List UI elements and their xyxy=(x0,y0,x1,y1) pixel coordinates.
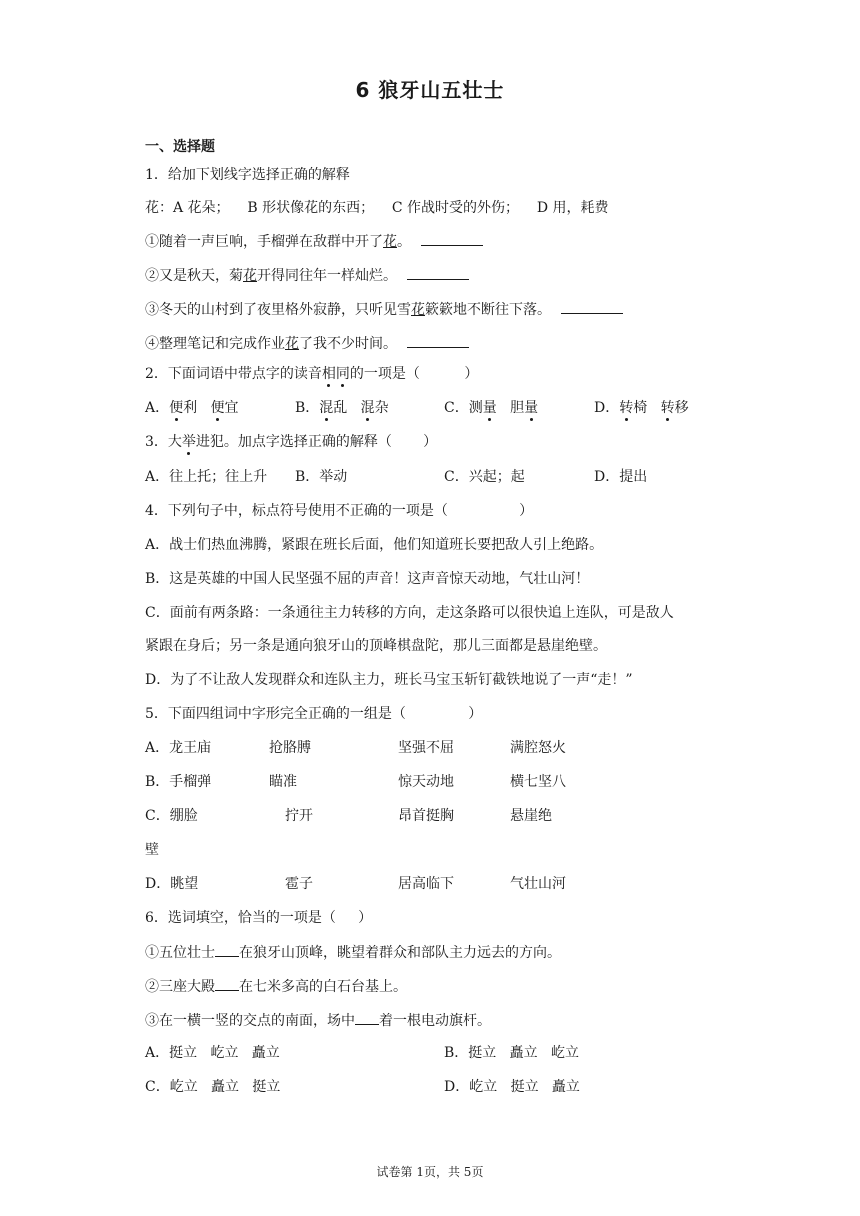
question-1-sentence-2: ②又是秋天，菊花开得同往年一样灿烂。 xyxy=(145,265,469,286)
option-c-continued: 壁 xyxy=(145,842,159,858)
page-footer: 试卷第 1页，共 5页 xyxy=(376,1165,484,1179)
option-d[interactable]: D．为了不让敌人发现群众和连队主力，班长马宝玉斩钉截铁地说了一声“走！” xyxy=(145,672,633,688)
option-b[interactable]: B．混乱 混杂 xyxy=(295,400,389,416)
question-4-stem: 4．下列句子中，标点符号使用不正确的一项是（ ） xyxy=(145,503,534,519)
option-c[interactable]: C．绷脸 拧开 昂首挺胸 悬崖绝 xyxy=(145,808,552,824)
question-5-stem: 5．下面四组词中字形完全正确的一组是（ ） xyxy=(145,706,483,722)
option-b[interactable]: B．手榴弹 瞄准 惊天动地 横七坚八 xyxy=(145,774,566,790)
page-title: 6 狼牙山五壮士 xyxy=(355,78,505,102)
option-a[interactable]: A．挺立 屹立 矗立 xyxy=(145,1045,280,1061)
option-c-continued: 紧跟在身后；另一条是通向狼牙山的顶峰棋盘陀，那儿三面都是悬崖绝壁。 xyxy=(145,638,607,654)
question-1-sentence-1: ①随着一声巨响，手榴弹在敌群中开了花。 xyxy=(145,231,483,252)
option-c[interactable]: C．屹立 矗立 挺立 xyxy=(145,1079,281,1095)
option-c[interactable]: C．兴起；起 xyxy=(444,469,525,485)
answer-blank[interactable] xyxy=(407,265,469,280)
question-1-stem: 1．给加下划线字选择正确的解释 xyxy=(145,167,350,183)
question-6-sentence-3: ③在一横一竖的交点的南面，场中 着一根电动旗杆。 xyxy=(145,1010,491,1031)
option-a[interactable]: A．便利 便宜 xyxy=(145,400,239,416)
option-b[interactable]: B．举动 xyxy=(295,469,348,485)
question-2-stem: 2．下面词语中带点字的读音相同的一项是（ ） xyxy=(145,366,479,382)
option-a[interactable]: A．战士们热血沸腾，紧跟在班长后面，他们知道班长要把敌人引上绝路。 xyxy=(145,537,604,553)
question-3-stem: 3．大举进犯。加点字选择正确的解释（ ） xyxy=(145,434,438,450)
option-b[interactable]: B．这是英雄的中国人民坚强不屈的声音！这声音惊天动地，气壮山河！ xyxy=(145,571,590,587)
section-heading: 一、选择题 xyxy=(145,139,215,155)
question-6-sentence-2: ②三座大殿 在七米多高的白石台基上。 xyxy=(145,976,407,997)
question-6-stem: 6．选词填空，恰当的一项是（ ） xyxy=(145,910,373,926)
option-d[interactable]: D．转椅 转移 xyxy=(594,400,689,416)
option-c[interactable]: C．面前有两条路：一条通往主力转移的方向，走这条路可以很快追上连队，可是敌人 xyxy=(145,605,674,621)
question-1-options: 花：A 花朵； B 形状像花的东西； C 作战时受的外伤； D 用，耗费 xyxy=(145,200,609,216)
option-a[interactable]: A．往上托；往上升 xyxy=(145,469,268,485)
answer-blank[interactable] xyxy=(561,299,623,314)
answer-blank[interactable] xyxy=(355,1010,379,1025)
option-b[interactable]: B．挺立 矗立 屹立 xyxy=(444,1045,579,1061)
answer-blank[interactable] xyxy=(215,976,239,991)
answer-blank[interactable] xyxy=(215,942,239,957)
option-a[interactable]: A．龙王庙 抢胳膊 坚强不屈 满腔怒火 xyxy=(145,740,566,756)
answer-blank[interactable] xyxy=(421,231,483,246)
question-6-options-row-2 xyxy=(145,1077,705,1157)
option-d[interactable]: D．屹立 挺立 矗立 xyxy=(444,1079,580,1095)
answer-blank[interactable] xyxy=(407,333,469,348)
question-1-sentence-3: ③冬天的山村到了夜里格外寂静，只听见雪花簌簌地不断往下落。 xyxy=(145,299,623,320)
option-d[interactable]: D．提出 xyxy=(594,469,648,485)
option-c[interactable]: C．测量 胆量 xyxy=(444,400,539,416)
option-d[interactable]: D．眺望 雹子 居高临下 气壮山河 xyxy=(145,876,566,892)
question-6-sentence-1: ①五位壮士 在狼牙山顶峰，眺望着群众和部队主力远去的方向。 xyxy=(145,942,561,963)
question-1-sentence-4: ④整理笔记和完成作业花了我不少时间。 xyxy=(145,333,469,354)
